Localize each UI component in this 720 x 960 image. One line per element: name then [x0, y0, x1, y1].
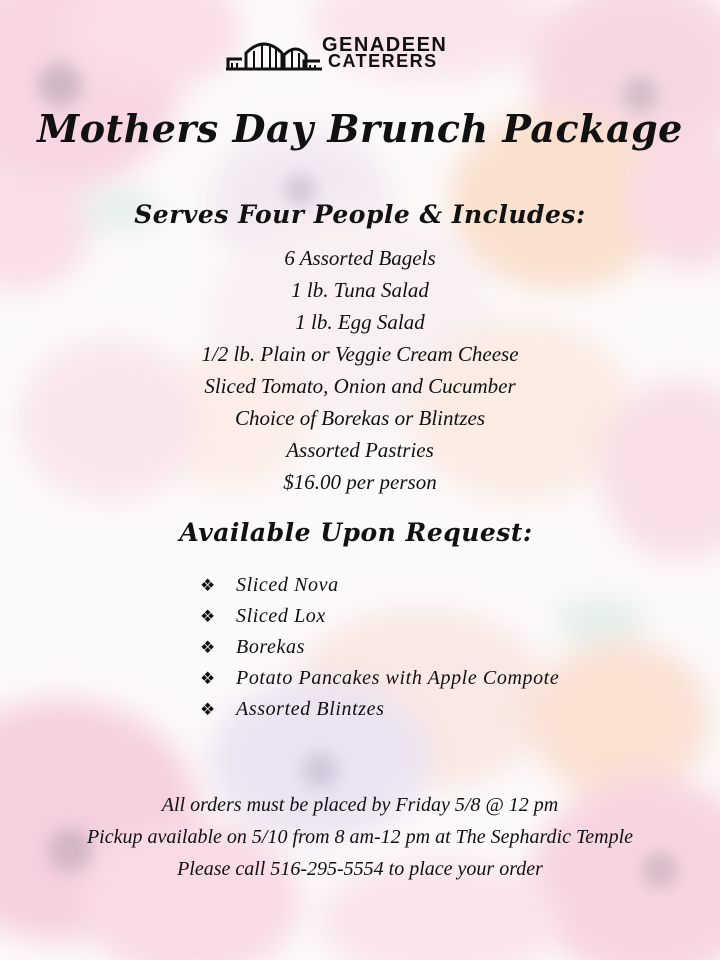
price-per-person: $16.00 per person — [283, 470, 437, 494]
list-item: 1 lb. Egg Salad — [295, 310, 425, 334]
available-heading: Available Upon Request: — [179, 518, 533, 547]
list-item — [200, 694, 559, 725]
list-item — [200, 570, 559, 601]
genadeen-caterers-logo — [224, 33, 500, 73]
pickup-info: Pickup available on 5/10 from 8 am-12 pm at The Sephardic Temple — [86, 826, 634, 848]
extra-label: Borekas — [236, 636, 305, 658]
list-item — [200, 632, 559, 663]
list-item — [200, 601, 559, 632]
phone-info: Please call 516-295-5554 to place your order — [177, 858, 543, 880]
page-title: Mothers Day Brunch Package — [37, 106, 683, 151]
diamond-bullet-icon: ❖ — [200, 700, 216, 719]
list-item: Choice of Borekas or Blintzes — [234, 406, 486, 430]
diamond-bullet-icon: ❖ — [200, 669, 216, 688]
order-info — [0, 789, 720, 885]
list-item: 6 Assorted Bagels — [284, 246, 436, 270]
pavilion-logo-icon — [224, 33, 324, 73]
serves-heading: Serves Four People & Includes: — [134, 200, 586, 229]
includes-list — [0, 242, 720, 498]
extra-label: Sliced Lox — [236, 605, 326, 627]
extras-list — [200, 570, 559, 725]
logo-line-1: GENADEEN — [322, 34, 448, 56]
extra-label: Sliced Nova — [236, 574, 339, 596]
order-deadline: All orders must be placed by Friday 5/8 @ 12 pm — [161, 794, 559, 816]
extra-label: Potato Pancakes with Apple Compote — [236, 667, 560, 689]
logo-line-2: CATERERS — [328, 51, 438, 71]
list-item: 1/2 lb. Plain or Veggie Cream Cheese — [201, 342, 519, 366]
diamond-bullet-icon: ❖ — [200, 607, 216, 626]
list-item: Sliced Tomato, Onion and Cucumber — [204, 374, 516, 398]
diamond-bullet-icon: ❖ — [200, 576, 216, 595]
list-item — [200, 663, 559, 694]
diamond-bullet-icon: ❖ — [200, 638, 216, 657]
extra-label: Assorted Blintzes — [236, 698, 385, 720]
list-item: 1 lb. Tuna Salad — [291, 278, 429, 302]
list-item: Assorted Pastries — [286, 438, 434, 462]
